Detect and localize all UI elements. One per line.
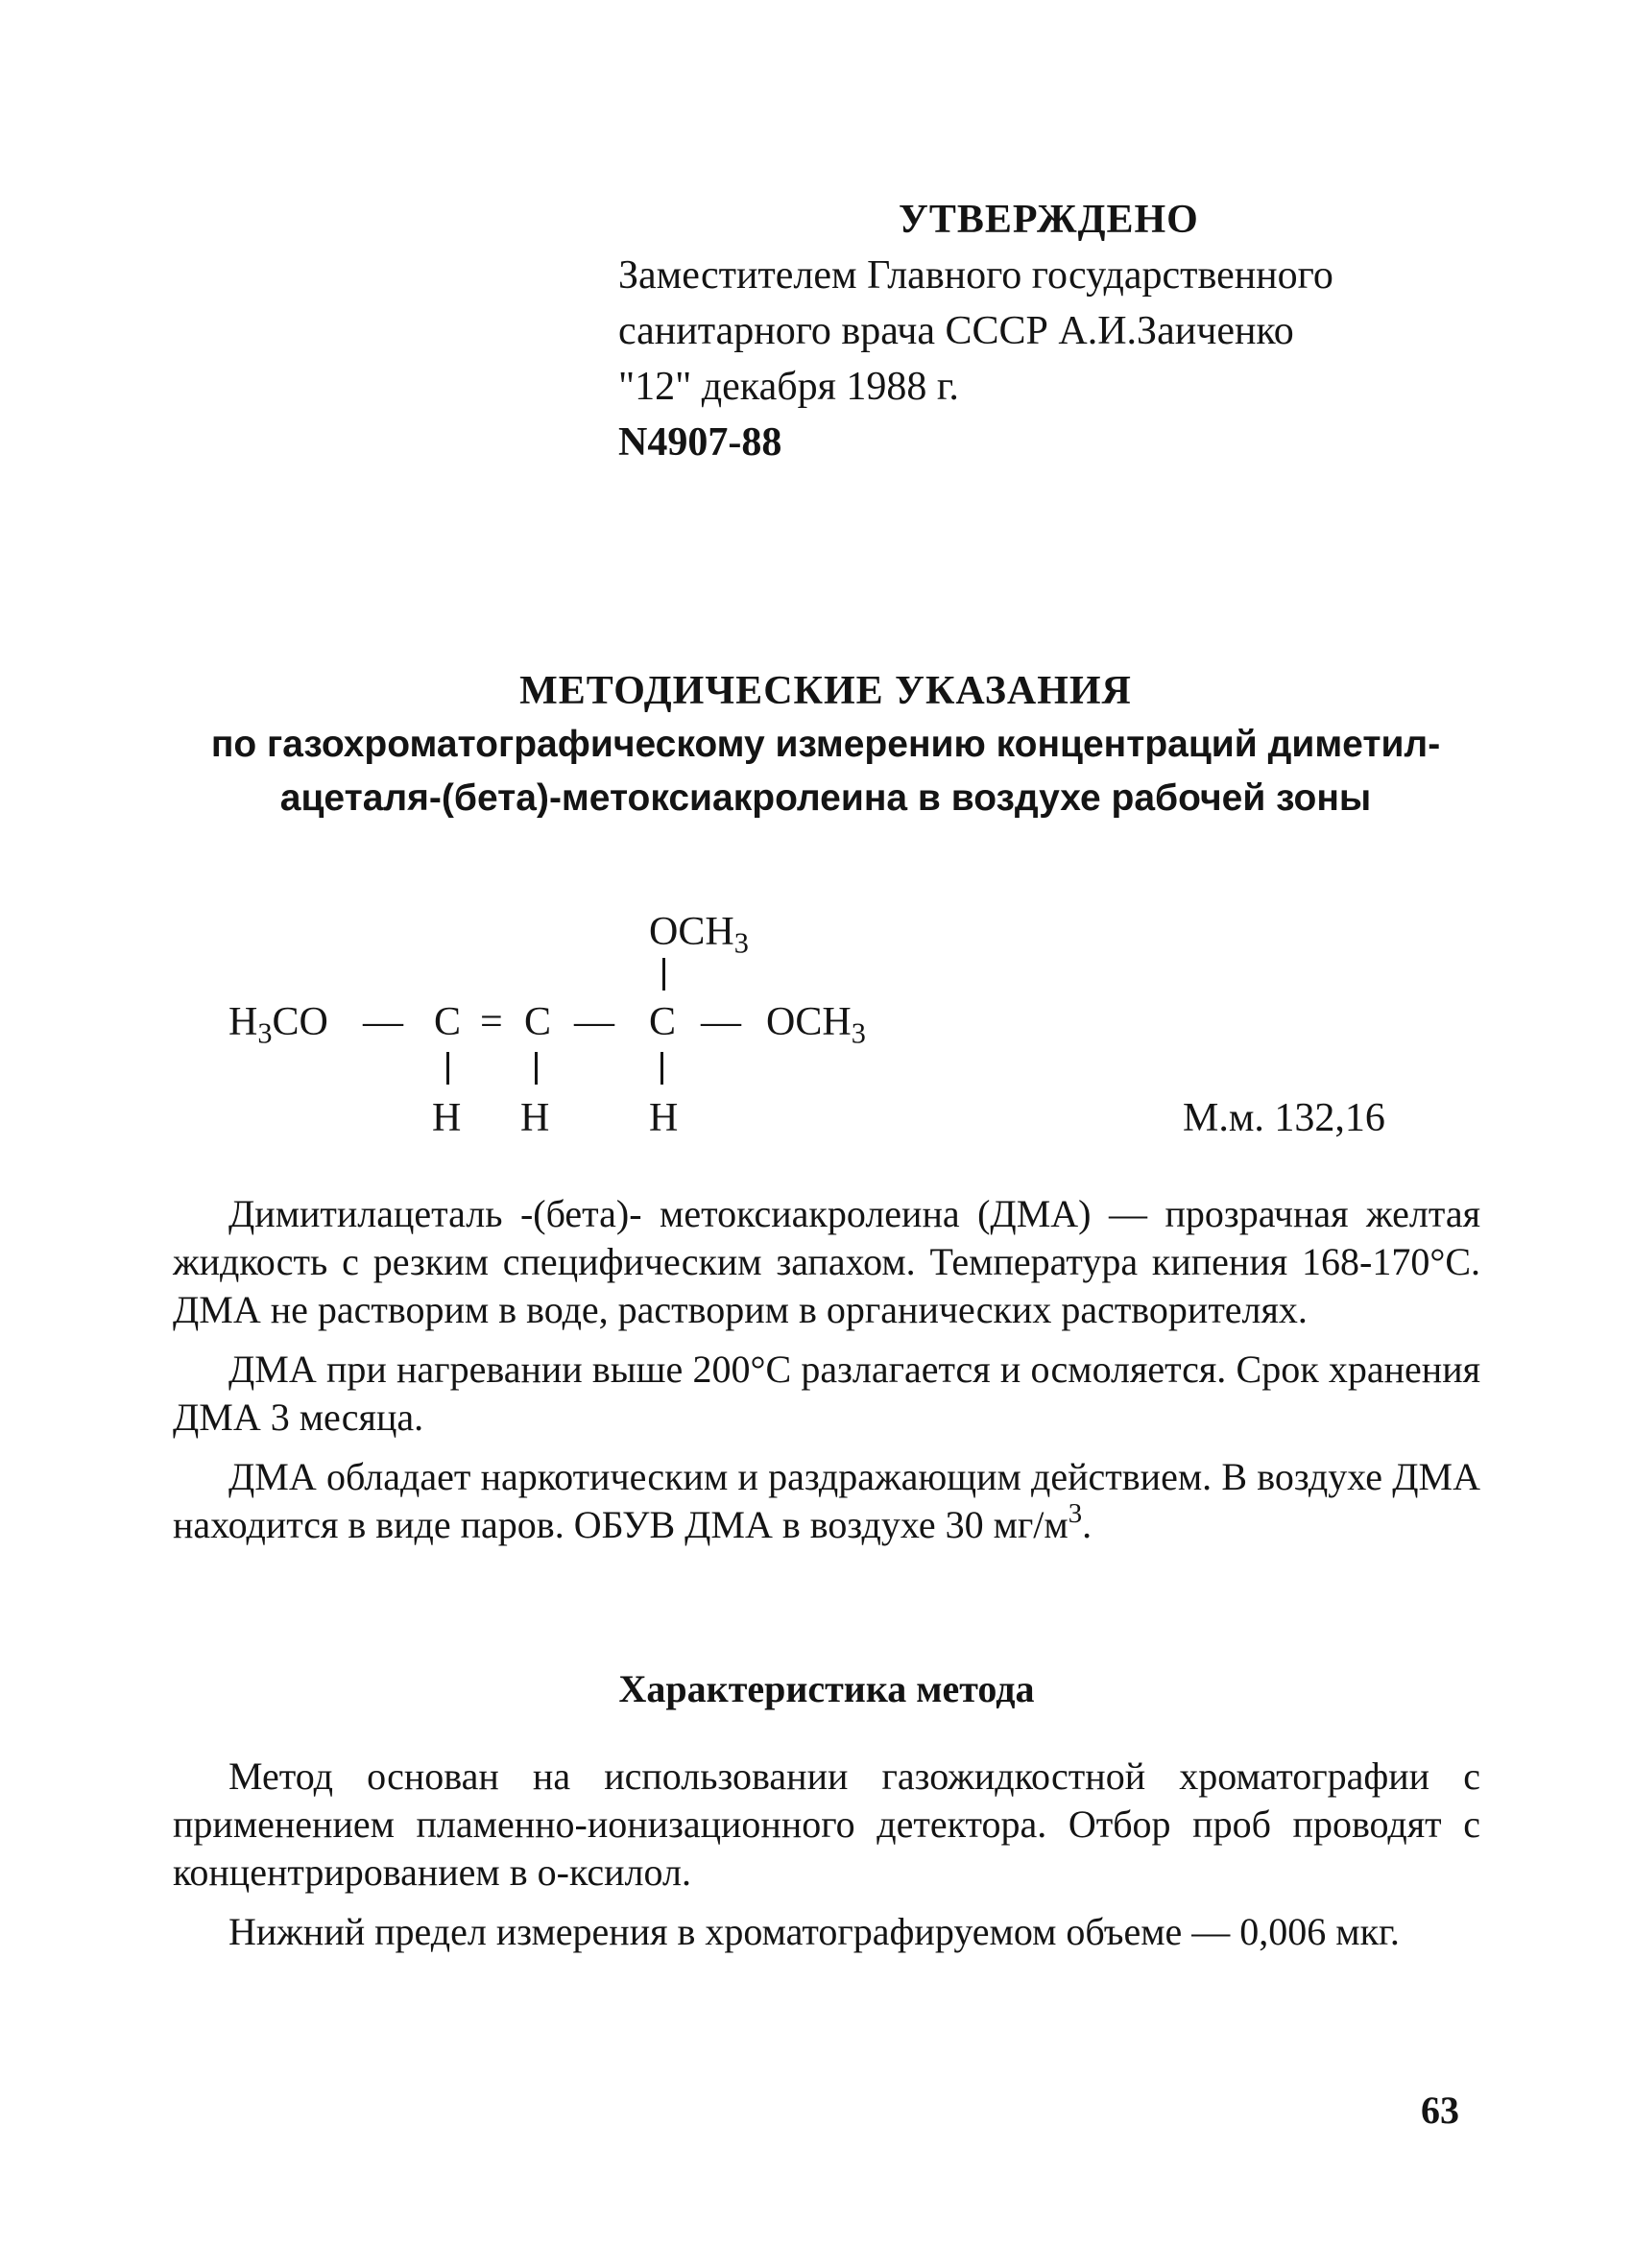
formula-bond-2: — xyxy=(574,1000,614,1044)
formula-hydrogen-3: H xyxy=(649,1096,679,1140)
title-sub-line-2: ацеталя-(бета)-метоксиакролеина в воздухе рабочей зоны xyxy=(279,777,1372,819)
formula-bond-3: — xyxy=(701,1000,741,1044)
title-sub-line-1: по газохроматографическому измерению концентраций диметил- xyxy=(210,724,1441,765)
formula-top-group: $OCH_3$ xyxy=(649,910,749,960)
paragraph-method: Метод основан на использовании газожидкостной хроматографии с применением пламенно-ионизационного детектора. Отбор проб проводят с концентрированием в о-ксилол. xyxy=(173,1755,1480,1894)
formula-h3co: $H_3CO$ xyxy=(228,1000,328,1050)
approval-line-2: санитарного врача СССР А.И.Заиченко xyxy=(618,309,1294,353)
formula-carbon-1: C xyxy=(434,1000,462,1044)
description-text xyxy=(173,1190,1480,1561)
paragraph-properties: Димитилацеталь -(бета)- метоксиакролеина (ДМА) — прозрачная желтая жидкость с резким специфическим запахом. Температура кипения 168-170°С. ДМА не растворим в воде, растворим в органических растворителях. xyxy=(173,1192,1480,1331)
paragraph-detection-limit: Нижний предел измерения в хроматографируемом объеме — 0,006 мкг. xyxy=(228,1910,1400,1953)
approval-block xyxy=(618,192,1444,470)
formula-carbon-2: C xyxy=(524,1000,552,1044)
paragraph-storage: ДМА при нагревании выше 200°С разлагается и осмоляется. Срок хранения ДМА 3 месяца. xyxy=(173,1348,1480,1439)
formula-hydrogen-2: H xyxy=(520,1096,550,1140)
formula-right-group: $OCH_3$ xyxy=(766,1000,866,1050)
formula-bond-top xyxy=(662,958,665,991)
document-title xyxy=(173,664,1478,825)
molar-mass: М.м. 132,16 xyxy=(1183,1096,1385,1140)
approval-line-1: Заместителем Главного государственного xyxy=(618,253,1333,298)
formula-bond-1: — xyxy=(363,1000,403,1044)
approval-doc-number: N4907-88 xyxy=(618,420,782,465)
approval-heading: УТВЕРЖДЕНО xyxy=(899,198,1199,242)
page-number: 63 xyxy=(1421,2089,1459,2132)
formula-double-bond: = xyxy=(480,1000,503,1044)
formula-bond-h2 xyxy=(535,1052,538,1085)
paragraph-toxicity: ДМА обладает наркотическим и раздражающим действием. В воздухе ДМА находится в виде паров. ОБУВ ДМА в воздухе 30 $мг/м^3$. xyxy=(173,1455,1480,1546)
method-text xyxy=(173,1753,1480,1968)
formula-hydrogen-1: H xyxy=(432,1096,462,1140)
formula-bond-h3 xyxy=(660,1052,663,1085)
formula-bond-h1 xyxy=(446,1052,449,1085)
title-main: МЕТОДИЧЕСКИЕ УКАЗАНИЯ xyxy=(519,669,1132,713)
formula-carbon-3: C xyxy=(649,1000,677,1044)
section-heading: Характеристика метода xyxy=(618,1667,1035,1710)
approval-date: "12" декабря 1988 г. xyxy=(618,365,959,409)
